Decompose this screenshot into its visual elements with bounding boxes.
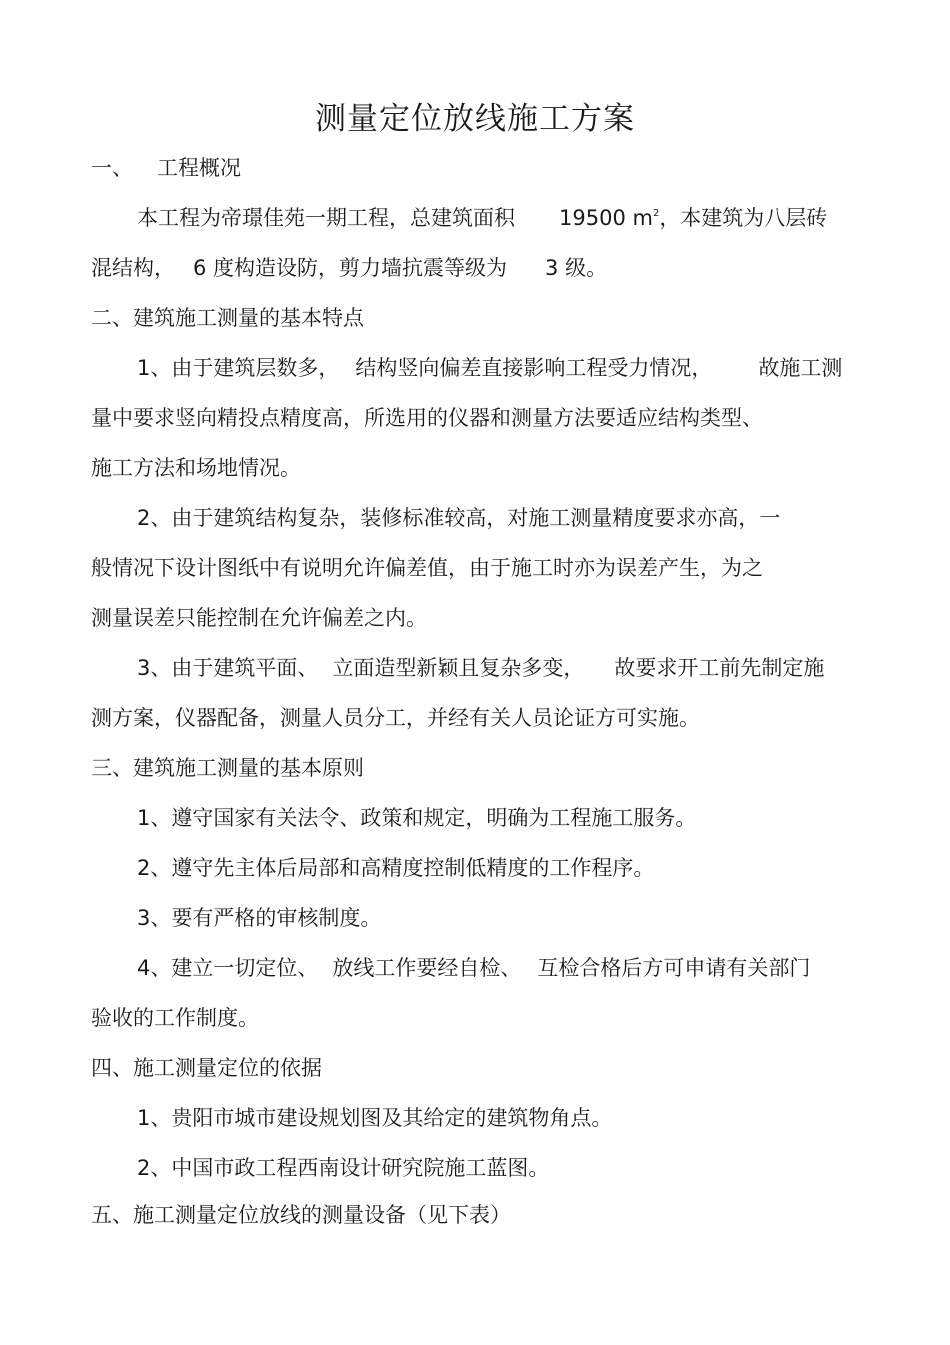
text-run: 3、由于建筑平面、: [137, 656, 319, 680]
paragraph-line: [91, 253, 607, 283]
text-run: 19500 m: [559, 206, 653, 230]
text-run: 3 级。: [545, 256, 608, 280]
text-run: 互检合格后方可申请有关部门: [537, 956, 811, 980]
paragraph-line: 量中要求竖向精投点精度高，所选用的仪器和测量方法要适应结构类型、: [91, 406, 763, 430]
section-1-number: 一、: [91, 156, 133, 180]
section-5-heading: 五、施工测量定位放线的测量设备（见下表）: [91, 1203, 511, 1227]
list-item: [137, 953, 810, 983]
text-run: 本工程为帝璟佳苑一期工程，总建筑面积: [137, 206, 515, 230]
text-run: 立面造型新颖且复杂多变，: [332, 656, 585, 680]
paragraph-line: 般情况下设计图纸中有说明允许偏差值，由于施工时亦为误差产生，为之: [91, 556, 763, 580]
text-run: 4、建立一切定位、: [137, 956, 319, 980]
text-run: 结构竖向偏差直接影响工程受力情况，: [355, 356, 713, 380]
paragraph-line: [137, 203, 827, 233]
text-run: 6 度构造设防，剪力墙抗震等级为: [193, 256, 508, 280]
list-item: 2、遵守先主体后局部和高精度控制低精度的工作程序。: [137, 856, 655, 880]
section-2-heading: 二、建筑施工测量的基本特点: [91, 306, 364, 330]
text-run: ，本建筑为八层砖: [659, 206, 828, 230]
section-3-heading: 三、建筑施工测量的基本原则: [91, 756, 364, 780]
section-1-heading: [91, 153, 241, 183]
paragraph-line: 测量误差只能控制在允许偏差之内。: [91, 606, 427, 630]
document-title: 测量定位放线施工方案: [315, 101, 635, 137]
paragraph-line: [137, 353, 842, 383]
paragraph-line: 测方案，仪器配备，测量人员分工，并经有关人员论证方可实施。: [91, 706, 700, 730]
section-1-title: 工程概况: [157, 156, 241, 180]
paragraph-line: 2、由于建筑结构复杂，装修标准较高，对施工测量精度要求亦高，一: [137, 506, 781, 530]
text-run: 故施工测: [758, 356, 843, 380]
text-run: 混结构，: [91, 256, 175, 280]
paragraph-line: [137, 653, 824, 683]
text-run: 放线工作要经自检、: [332, 956, 522, 980]
list-item: 1、贵阳市城市建设规划图及其给定的建筑物角点。: [137, 1106, 613, 1130]
text-run: 1、由于建筑层数多，: [137, 356, 340, 380]
text-run: 故要求开工前先制定施: [614, 656, 825, 680]
section-4-heading: 四、施工测量定位的依据: [91, 1056, 322, 1080]
list-item: 1、遵守国家有关法令、政策和规定，明确为工程施工服务。: [137, 806, 697, 830]
list-item: 3、要有严格的审核制度。: [137, 906, 382, 930]
paragraph-line: 施工方法和场地情况。: [91, 456, 301, 480]
list-item: 2、中国市政工程西南设计研究院施工蓝图。: [137, 1156, 550, 1180]
superscript: 2: [652, 208, 660, 219]
paragraph-line: 验收的工作制度。: [91, 1006, 259, 1030]
